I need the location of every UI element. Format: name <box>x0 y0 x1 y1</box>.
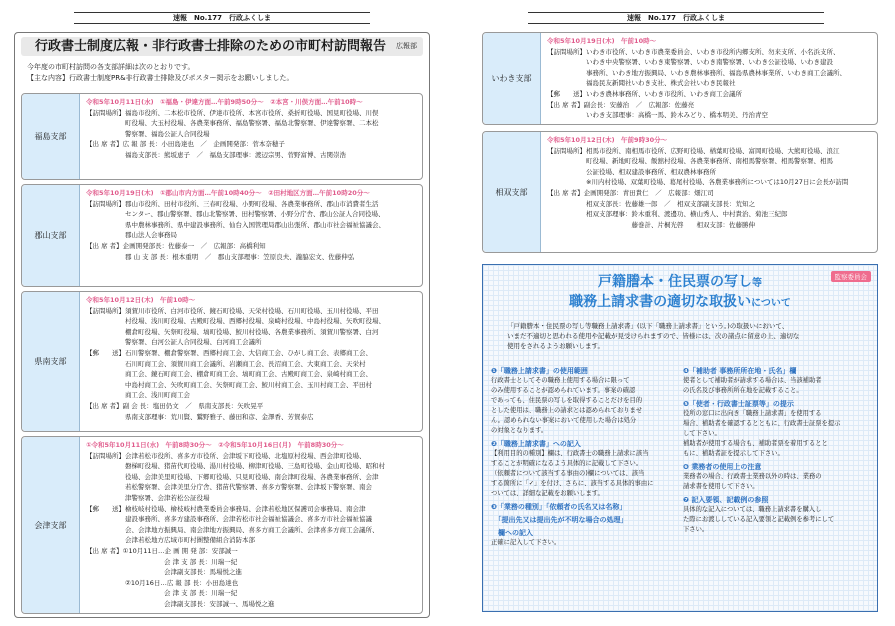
detail-line: 石川町商工会、須賀川商工会議所、岩瀬商工会、長沼商工会、大東商工会、天栄村 <box>86 359 366 368</box>
detail-line: 会津副支部長：安部誠一、馬場悦之進 <box>86 599 275 608</box>
notice-item-text: する箇所に「✓」を付け、さらに、該当する具体的事由に <box>491 480 654 487</box>
notice-item-heading: ❹「補助者 事務所所在地・氏名」欄 <box>683 367 797 375</box>
detail-line: 事務所、いわき地方振興局、いわき農林事務所、福島県農林事業所、いわき商工会議所、 <box>547 68 846 77</box>
detail-line: 会 津 支 部 長：川瑞一紀 <box>86 589 238 598</box>
branch-section-koriyama <box>21 184 423 287</box>
notice-column-right <box>683 363 869 535</box>
lead-line: いまだ不適切と思われる使用や記載が見受けられますので、皆様には、次の諸点に留意の上、適切な <box>507 332 800 340</box>
notice-item-text: であっても、住民票の写しを取得することだけを目的 <box>491 397 643 404</box>
notice-item-text: （依頼者について該当する事由の)欄については、該当 <box>491 470 645 477</box>
detail-line: 若松警察署、会津美里分庁舎、猪苗代警察署、喜多方警察署、会津坂下警察署、南会 <box>86 483 372 492</box>
detail-line: 【訪問場所】いわき市役所、いわき市農業委員会、いわき市役所内郷支所、勿来支所、小名浜支所、 <box>547 47 840 56</box>
detail-line: 【出 席 者】副 会 長：塩田仍文 ／ 県南支部長：矢吹晃平 <box>86 401 264 410</box>
branch-label: 県南支部 <box>22 292 80 431</box>
notice-item-heading: ❶「職務上請求書」の使用範囲 <box>491 367 588 375</box>
notice-badge: 監察委員会 <box>831 271 872 282</box>
notice-item-text: 役所の窓口に出向き「職務上請求書」を使用する <box>683 410 822 417</box>
report-dept: 広報部 <box>396 42 417 50</box>
notice-item-text: の対象となります。 <box>491 427 548 434</box>
notice-item-heading: ❷「職務上請求書」への記入 <box>491 440 581 448</box>
notice-item-text: 業務者の場合、行政書士業務以外の時は、業務の <box>683 473 822 480</box>
detail-line: 棚倉町役場、矢祭町役場、塙町役場、鮫川村役場、各農業事務所、須賀川警察署、白河 <box>86 327 379 336</box>
detail-line: 【訪問場所】郡山市役所、田村市役所、三春町役場、小野町役場、各農業事務所、郡山市消費者生活 <box>86 199 379 208</box>
notice-title-line2: 職務上請求書の適切な取扱い <box>569 294 752 310</box>
branch-details <box>86 97 418 161</box>
notice-item-text: た際にお渡ししている記入要領と記載例を参考にして <box>683 516 835 523</box>
notice-item-heading: ❺「使者・行政書士証票等」の提示 <box>683 400 794 408</box>
lead-line: 使用をされるようお願いします。 <box>507 342 604 350</box>
branch-label: 相双支部 <box>483 132 541 252</box>
notice-item-text: 請求書を使用して下さい。 <box>683 483 759 490</box>
notice-item-text: することが明確になるよう具体的に記載して下さい。 <box>491 460 643 467</box>
left-page <box>14 10 430 618</box>
notice-item-text: 行政書士としてその職務上使用する場合に限って <box>491 377 630 384</box>
branch-section-aizu <box>21 436 423 614</box>
visit-date: 令和5年10月19日(木) ①郡山市内方面…午前10時40分～ ②田村地区方面…午前10時20分～ <box>86 189 370 197</box>
detail-line: 相双支部理事：鈴木重利、渡邊功、横山秀人、中村貴治、菊池三紀郎 <box>547 210 788 219</box>
detail-line: 町役場、大玉村役場、各農業事務所、福島警察署、福島北警察署、伊達警察署、二本松 <box>86 119 379 128</box>
detail-line: 【出 席 者】企画開発部長：佐藤泰一 ／ 広報部：高橋利知 <box>86 241 266 250</box>
detail-line: 会津若松地方広域市町村圏整備組合消防本部 <box>86 536 255 545</box>
notice-item-heading: ❸「業務の種別」「依頼者の氏名又は名称」 <box>491 503 627 511</box>
branch-label: 郡山支部 <box>22 185 80 286</box>
branch-label: 福島支部 <box>22 94 80 179</box>
detail-line: 会、会津地方振興局、南会津地方振興局、喜多方商工会議所、会津喜多方商工会議所、 <box>86 525 379 534</box>
notice-title-line1: 戸籍謄本・住民票の写し <box>598 274 752 290</box>
notice-title-suffix: 等 <box>752 278 762 289</box>
page-header: 速報 No.177 行政ふくしま <box>528 12 824 24</box>
notice-item-text: 【利用目的の種別】欄は、行政書士の職務上請求に該当 <box>491 450 649 457</box>
detail-line: 【出 席 者】副会長：安藤治 ／ 広報部：佐藤亮 <box>547 100 695 109</box>
notice-box <box>482 264 878 612</box>
visit-date: 令和5年10月12日(木) 午前10時～ <box>86 296 196 304</box>
lead-line: 「戸籍謄本・住民票の写し等職務上請求書」(以下「職務上請求書」という。)の取扱いにおいて、 <box>507 322 789 330</box>
detail-line: 商工会、浅川町商工会 <box>86 391 190 400</box>
notice-item-text: 正確に記入して下さい。 <box>491 539 561 546</box>
detail-line: ※川内村役場、双葉町役場、葛尾村役場、各農業事務所については10月27日に会長が訪問 <box>547 178 849 187</box>
detail-line: 警察署、福島公証人合同役場 <box>86 129 210 138</box>
notice-item-text: のみ使用することが認められています。事案の確認 <box>491 387 636 394</box>
report-title-text: 行政書士制度広報・非行政書士排除のための市町村訪問報告 <box>35 39 387 54</box>
notice-item-heading: 「提出先又は提出先が不明な場合の処理」 <box>491 516 628 524</box>
detail-line: 福島民友新聞社いわき支社、株式会社いわき民報社 <box>547 79 736 88</box>
report-title <box>21 37 423 56</box>
notice-item-text: 下さい。 <box>683 526 709 533</box>
detail-line: 【訪問場所】相馬市役所、南相馬市役所、広野町役場、楢葉町役場、富岡町役場、大熊町役場、浪江 <box>547 146 840 155</box>
notice-item-text: の氏名及び事務所所在地を記載すること。 <box>683 387 803 394</box>
detail-line: 藤巻計、片桐光啓 相双支部：佐藤勝伸 <box>547 220 755 229</box>
branch-details <box>547 36 873 121</box>
detail-line: 【出 席 者】①10月11日…企 画 開 発 部：安部誠一 <box>86 546 238 555</box>
detail-line: 【郵 送】いわき農林事務所、いわき市役所、いわき商工会議所 <box>547 89 742 98</box>
detail-line: 津警察署、会津若松公証役場 <box>86 493 210 502</box>
detail-line: 郡山法人会事務局 <box>86 231 177 240</box>
branch-label: 会津支部 <box>22 437 80 613</box>
detail-line: 【郵 送】檜枝岐村役場、檜枝岐村農業委員会事務局、会津若松地区保護司会事務局、南会津 <box>86 504 366 513</box>
notice-item-text: 補助者が使用する場合も、補助者票を着用するとと <box>683 440 828 447</box>
notice-item-text: とした使用は、職務上の請求とは認められておりませ <box>491 407 643 414</box>
detail-line: 村役場、浅川町役場、古殿町役場、西郷村役場、泉崎村役場、中島村役場、矢吹町役場、 <box>86 317 385 326</box>
report-intro <box>27 62 421 84</box>
detail-line: 福島支部長：熊坂恵子 ／ 福島支部理事：渡辺宗男、菅野富博、古関崇浩 <box>86 150 346 159</box>
right-page <box>468 10 884 618</box>
page-header: 速報 No.177 行政ふくしま <box>74 12 370 24</box>
visit-date: ①令和5年10月11日(水) 午前8時30分～ ②令和5年10月16日(月) 午前8時30分～ <box>86 441 344 449</box>
branch-details <box>86 295 418 422</box>
visit-report-box <box>14 32 430 618</box>
detail-line: 町役場、新地町役場、飯舘村役場、各農業事務所、南相馬警察署、相馬警察署、相馬 <box>547 157 833 166</box>
notice-item-heading: ❻ 業務者の使用上の注意 <box>683 463 762 471</box>
notice-item-heading: ❼ 記入要領、記載例の参照 <box>683 496 769 504</box>
branch-details <box>86 440 418 610</box>
intro-line: 今年度の市町村訪問の各支部詳細は次のとおりです。 <box>27 63 195 71</box>
branch-section-fukushima <box>21 93 423 180</box>
detail-line: 郡 山 支 部 長：根本重明 ／ 郡山支部理事：笠原良夫、瀧脇宏文、佐藤伸弘 <box>86 252 355 261</box>
detail-line: 磐梯町役場、猪苗代町役場、湯川村役場、柳津町役場、三島町役場、金山町役場、昭和村 <box>86 462 385 471</box>
notice-item-text: して下さい。 <box>683 430 721 437</box>
branch-section-iwaki <box>482 32 878 125</box>
detail-line: いわき支部理事：高橋一馬、鈴木みどり、橋本明美、丹治青空 <box>547 111 768 120</box>
branch-details <box>86 188 418 262</box>
notice-lead <box>507 321 859 351</box>
detail-line: 【出 席 者】広 報 部 長：小田島達也 ／ 企画開発部：菅本奈穂子 <box>86 140 285 149</box>
detail-line: センター、郡山警察署、郡山北警察署、田村警察署、小野分庁舎、郡山公証人合同役場、 <box>86 210 385 219</box>
notice-item-text: ついては、詳細な記載をお願いします。 <box>491 490 604 497</box>
detail-line: 相双支部長：佐藤雄一郎 ／ 相双支部副支部長：荒知之 <box>547 199 755 208</box>
detail-line: 会津副支部長：馬場悦之進 <box>86 568 242 577</box>
branch-label: いわき支部 <box>483 33 541 124</box>
notice-item-text: もに、補助者証を提示して下さい。 <box>683 450 784 457</box>
intro-line: 【主な内容】行政書士制度PR&非行政書士排除及びポスター掲示をお願いしました。 <box>27 74 294 82</box>
visit-date: 令和5年10月19日(木) 午前10時～ <box>547 37 657 45</box>
detail-line: 【出 席 者】企画開発部：青田貴仁 ／ 広報部：畑江司 <box>547 188 714 197</box>
detail-line: 中島村商工会、矢吹町商工会、矢祭町商工会、鮫川村商工会、玉川村商工会、平田村 <box>86 380 372 389</box>
notice-item-heading: 欄への記入 <box>491 529 533 537</box>
detail-line: 公証役場、相双建設事務所、相双農林事務所 <box>547 167 716 176</box>
detail-line: ②10月16日…広 報 部 長：小田島達也 <box>86 578 239 587</box>
visit-date: 令和5年10月12日(木) 午前9時30分～ <box>547 136 668 144</box>
notice-title <box>483 273 877 313</box>
detail-line: 県中農林事務所、県中建設事務所、仙台入国管理局郡山出張所、郡山市社会福祉協議会、 <box>86 220 385 229</box>
detail-line: 役場、会津美里町役場、下郷町役場、只見町役場、南会津町役場、各農業事務所、会津 <box>86 472 379 481</box>
detail-line: 【郵 送】石川警察署、棚倉警察署、西郷村商工会、大信商工会、ひがし商工会、表郷商工会、 <box>86 348 372 357</box>
detail-line: 建設事務所、喜多方建設事務所、会津若松市社会福祉協議会、喜多方市社会福祉協議 <box>86 515 372 524</box>
notice-title-suffix: について <box>751 298 791 309</box>
branch-section-kennan <box>21 291 423 432</box>
detail-line: 警察署、白河公証人合同役場、白河商工会議所 <box>86 338 262 347</box>
detail-line: 【訪問場所】須賀川市役所、白河市役所、鏡石町役場、天栄村役場、石川町役場、玉川村役場、平田 <box>86 306 379 315</box>
notice-item-text: 具体的な記入については、職務上請求書を購入し <box>683 506 822 513</box>
notice-item-text: 場合、補助者を確認するとともに、行政書士証票を提示 <box>683 420 841 427</box>
visit-date: 令和5年10月11日(水) ①福島・伊達方面…午前9時50分～ ②本宮・川俣方面…午前10時～ <box>86 98 363 106</box>
detail-line: 商工会、鏡石町商工会、棚倉町商工会、塙町商工会、古殿町商工会、泉崎村商工会、 <box>86 370 372 379</box>
detail-line: 【訪問場所】会津若松市役所、喜多方市役所、会津坂下町役場、北塩原村役場、西会津町役場、 <box>86 451 366 460</box>
branch-details <box>547 135 873 230</box>
detail-line: 【訪問場所】福島市役所、二本松市役所、伊達市役所、本宮市役所、桑折町役場、国見町役場、川俣 <box>86 108 379 117</box>
notice-item-text: 使者として補助者が請求する場合は、当該補助者 <box>683 377 822 384</box>
detail-line: 県南支部理事：荒川賢、鷲野雅子、藤田和彦、金澤香、芳賀泰広 <box>86 412 314 421</box>
notice-column-left <box>491 363 677 548</box>
detail-line: 会 津 支 部 長：川瑞一紀 <box>86 557 238 566</box>
detail-line: いわき中央警察署、いわき東警察署、いわき南警察署、いわき公証役場、いわき建設 <box>547 58 833 67</box>
notice-item-text: ん。認められない事案において使用した場合は処分 <box>491 417 637 424</box>
branch-section-soso <box>482 131 878 253</box>
